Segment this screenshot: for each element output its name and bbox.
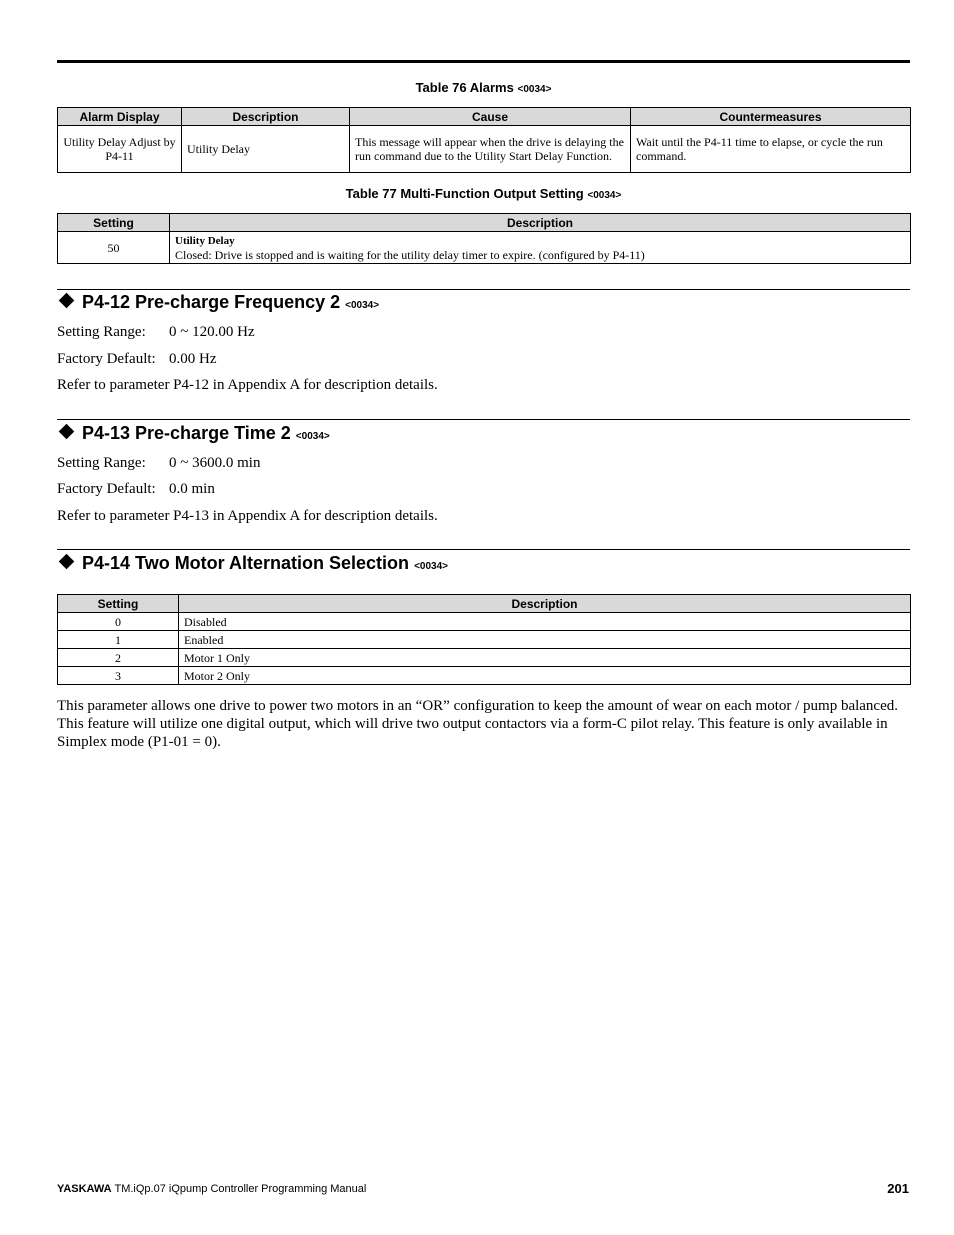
column-header: Setting: [58, 214, 170, 232]
alarm-display-cell: Utility Delay Adjust by P4-11: [58, 126, 182, 173]
heading-tag: <0034>: [345, 300, 380, 311]
factory-default-value: 0.0 min: [169, 481, 215, 497]
alternation-setting-table: [57, 594, 911, 685]
setting-cell: 3: [58, 667, 179, 685]
diamond-bullet-icon: [59, 424, 75, 440]
table-row: [58, 649, 911, 667]
footer-manual-title: [57, 1183, 366, 1195]
factory-default-line: [57, 481, 215, 498]
setting-cell: 2: [58, 649, 179, 667]
countermeasures-cell: Wait until the P4-11 time to elapse, or cycle the run command.: [631, 126, 911, 173]
column-header: Description: [179, 595, 911, 613]
description-cell: Motor 2 Only: [179, 667, 911, 685]
heading-tag: <0034>: [295, 431, 330, 442]
p4-12-heading: [57, 292, 379, 313]
description-text: Closed: Drive is stopped and is waiting for the utility delay timer to expire. (configured by P4-11): [175, 247, 645, 262]
setting-cell: 1: [58, 631, 179, 649]
table-row: [58, 631, 911, 649]
top-rule: [57, 60, 910, 63]
description-cell: Motor 1 Only: [179, 649, 911, 667]
heading-tag: <0034>: [414, 561, 448, 572]
table-header-row: [58, 595, 911, 613]
table-row: [58, 126, 911, 173]
diamond-bullet-icon: [59, 554, 75, 570]
column-header: Setting: [58, 595, 179, 613]
description-cell: Utility Delay: [182, 126, 350, 173]
column-header: Description: [170, 214, 911, 232]
footer-brand: YASKAWA: [57, 1183, 112, 1195]
section-divider: [57, 549, 910, 550]
description-title: Utility Delay: [175, 234, 235, 247]
setting-range-line: [57, 324, 255, 341]
heading-text: P4-12 Pre-charge Frequency 2: [82, 292, 341, 312]
table76-caption-tag: <0034>: [517, 84, 552, 95]
section-divider: [57, 289, 910, 290]
factory-default-line: [57, 351, 217, 368]
description-cell: Enabled: [179, 631, 911, 649]
description-cell: [170, 232, 911, 264]
table76-caption-text: Table 76 Alarms: [415, 80, 514, 95]
column-header: Description: [182, 108, 350, 126]
setting-range-value: 0 ~ 120.00 Hz: [169, 324, 255, 340]
p4-13-heading: [57, 423, 330, 444]
table77-caption-text: Table 77 Multi-Function Output Setting: [345, 186, 584, 201]
setting-cell: 50: [58, 232, 170, 264]
table77-caption-tag: <0034>: [587, 190, 622, 201]
column-header: Cause: [350, 108, 631, 126]
heading-text: P4-13 Pre-charge Time 2: [82, 423, 291, 443]
setting-cell: 0: [58, 613, 179, 631]
table-row: [58, 613, 911, 631]
factory-default-label: Factory Default:: [57, 481, 156, 497]
mfo-setting-table: [57, 213, 911, 264]
footer-manual: TM.iQp.07 iQpump Controller Programming Manual: [114, 1183, 367, 1195]
table-row: [58, 667, 911, 685]
alarms-table: [57, 107, 911, 173]
p4-14-body-text: This parameter allows one drive to power two motors in an “OR” configuration to keep the amount of wear on each motor / pump balanced. This feature will utilize one digital output, which will drive two output contactors via a form-C pilot relay. This feature is only available in Simplex mode (P1-01 = 0).: [57, 698, 898, 750]
heading-text: P4-14 Two Motor Alternation Selection: [82, 553, 410, 573]
setting-range-label: Setting Range:: [57, 455, 146, 471]
section-divider: [57, 419, 910, 420]
refer-text: Refer to parameter P4-12 in Appendix A for description details.: [57, 377, 438, 393]
factory-default-label: Factory Default:: [57, 351, 156, 367]
p4-14-heading: [57, 553, 448, 574]
cause-cell: This message will appear when the drive is delaying the run command due to the Utility Start Delay Function.: [350, 126, 631, 173]
table77-caption: [57, 186, 910, 201]
table76-caption: [57, 80, 910, 95]
column-header: Alarm Display: [58, 108, 182, 126]
table-header-row: [58, 214, 911, 232]
table-row: [58, 232, 911, 264]
column-header: Countermeasures: [631, 108, 911, 126]
description-cell: Disabled: [179, 613, 911, 631]
setting-range-value: 0 ~ 3600.0 min: [169, 455, 261, 471]
refer-text: Refer to parameter P4-13 in Appendix A for description details.: [57, 508, 438, 524]
setting-range-line: [57, 455, 260, 472]
factory-default-value: 0.00 Hz: [169, 351, 217, 367]
page-number: 201: [887, 1181, 909, 1196]
diamond-bullet-icon: [59, 293, 75, 309]
setting-range-label: Setting Range:: [57, 324, 146, 340]
table-header-row: [58, 108, 911, 126]
